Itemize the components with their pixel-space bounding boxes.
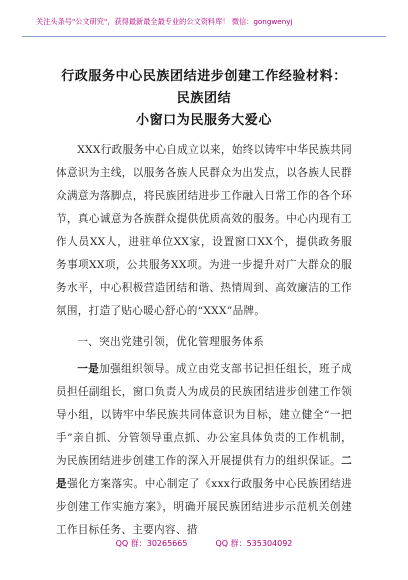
section-1-lead-2: 二是 [56,455,352,490]
page-footer [0,538,408,550]
document-title-line-1: 行政服务中心民族团结进步创建工作经验材料：民族团结 [61,69,347,106]
footer-qq-group-1: QQ 群：30265665 [115,539,188,548]
section-1-lead-1: 一是 [77,363,100,375]
header-promo-note: 关注头条号"公文研究"，获得最新最全最专业的公文资料库！ 微信：gongwenyj [36,17,293,26]
footer-qq-group-2: QQ 群：535304092 [215,539,293,548]
section-1-heading: 一、突出党建引领，优化管理服务体系 [77,336,265,348]
section-1-text-a: 加强组织领导。成立由党支部书记担任组长，班子成员担任副组长，窗口负责人为成员的民族团结进步创建工作领导小组，以铸牢中华民族共同体意识为目标，建立健全“一把手”亲自抓、分管领导重点抓、办公室具体负责的工作机制，为民族团结进步创建工作的深入开展提供有力的组织保证。 [56,363,352,467]
document-title-line-2: 小窗口为民服务大爱心 [135,113,272,128]
intro-paragraph: XXX行政服务中心自成立以来，始终以铸牢中华民族共同体意识为主线，以服务各族人民群众为出发点，以各族人民群众满意为落脚点，将民族团结进步工作融入日常工作的各个环节，真心诚意为各族群众提供优质高效的服务。中心内现有工作人员XX人，进驻单位XX家，设置窗口XX个，提供政务服务事项XX项，公共服务XX项。为进一步提升对广大群众的服务水平，中心积极营造团结和谐、热情周到、高效廉洁的工作氛围，打造了贴心暖心舒心的“XXX”品牌。 [56,144,352,317]
page-header [0,0,408,30]
document-body [56,66,352,542]
section-1-paragraph [56,358,352,542]
section-1-text-b: 强化方案落实。中心制定了《xxx行政服务中心民族团结进步创建工作实施方案》，明确开展民族团结进步示范机关创建工作目标任务、主要内容、措 [56,478,352,536]
header-divider [22,36,386,37]
document-title [56,66,352,132]
